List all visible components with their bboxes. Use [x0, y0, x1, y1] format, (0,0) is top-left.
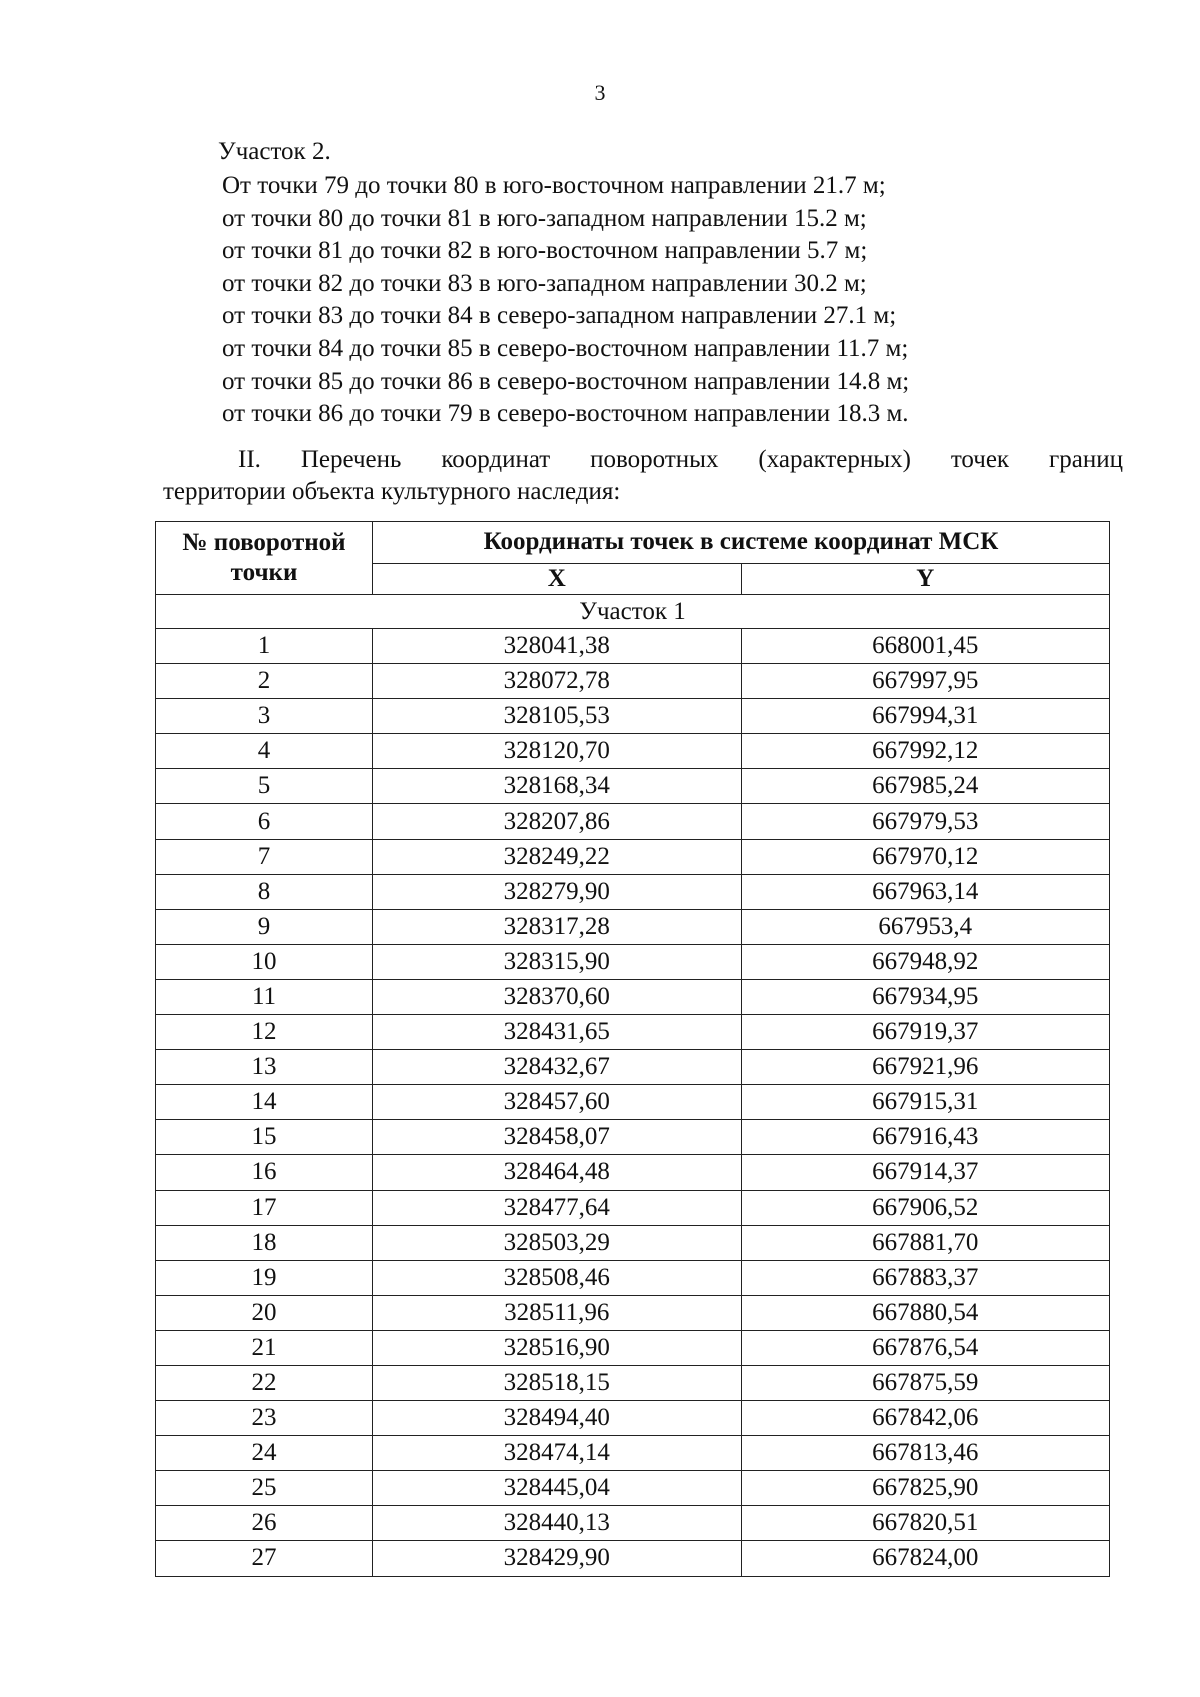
table-row [156, 1120, 1110, 1155]
point-number-cell: 24 [156, 1436, 373, 1471]
coordinates-table [155, 521, 1110, 1577]
y-coordinate-cell: 667820,51 [741, 1506, 1110, 1541]
table-row [156, 909, 1110, 944]
header-x: X [373, 563, 742, 594]
point-number-cell: 11 [156, 979, 373, 1014]
point-number-cell: 26 [156, 1506, 373, 1541]
x-coordinate-cell: 328516,90 [373, 1330, 742, 1365]
x-coordinate-cell: 328494,40 [373, 1401, 742, 1436]
x-coordinate-cell: 328168,34 [373, 769, 742, 804]
x-coordinate-cell: 328105,53 [373, 699, 742, 734]
route-line: от точки 83 до точки 84 в северо-западном направлении 27.1 м; [222, 302, 897, 330]
x-coordinate-cell: 328440,13 [373, 1506, 742, 1541]
x-coordinate-cell: 328249,22 [373, 839, 742, 874]
x-coordinate-cell: 328072,78 [373, 664, 742, 699]
route-line: от точки 86 до точки 79 в северо-восточном направлении 18.3 м. [222, 400, 909, 428]
intro-line: территории объекта культурного наследия: [163, 478, 621, 505]
header-coordinates: Координаты точек в системе координат МСК [373, 522, 1110, 564]
y-coordinate-cell: 667875,59 [741, 1365, 1110, 1400]
x-coordinate-cell: 328317,28 [373, 909, 742, 944]
y-coordinate-cell: 667880,54 [741, 1295, 1110, 1330]
table-row [156, 1401, 1110, 1436]
y-coordinate-cell: 667842,06 [741, 1401, 1110, 1436]
point-number-cell: 20 [156, 1295, 373, 1330]
point-number-cell: 7 [156, 839, 373, 874]
y-coordinate-cell: 667813,46 [741, 1436, 1110, 1471]
x-coordinate-cell: 328207,86 [373, 804, 742, 839]
y-coordinate-cell: 667953,4 [741, 909, 1110, 944]
table-row [156, 1155, 1110, 1190]
table-row [156, 1295, 1110, 1330]
y-coordinate-cell: 667948,92 [741, 944, 1110, 979]
table-row [156, 769, 1110, 804]
point-number-cell: 2 [156, 664, 373, 699]
table-row [156, 804, 1110, 839]
x-coordinate-cell: 328315,90 [373, 944, 742, 979]
x-coordinate-cell: 328518,15 [373, 1365, 742, 1400]
point-number-cell: 8 [156, 874, 373, 909]
table-row [156, 1541, 1110, 1576]
y-coordinate-cell: 667876,54 [741, 1330, 1110, 1365]
section-title: Участок 2. [218, 138, 331, 165]
table-row [156, 979, 1110, 1014]
point-number-cell: 1 [156, 629, 373, 664]
x-coordinate-cell: 328503,29 [373, 1225, 742, 1260]
x-coordinate-cell: 328431,65 [373, 1015, 742, 1050]
x-coordinate-cell: 328432,67 [373, 1050, 742, 1085]
route-line: от точки 84 до точки 85 в северо-восточном направлении 11.7 м; [222, 334, 909, 362]
table-row [156, 1506, 1110, 1541]
route-description [222, 170, 909, 431]
y-coordinate-cell: 667916,43 [741, 1120, 1110, 1155]
x-coordinate-cell: 328474,14 [373, 1436, 742, 1471]
point-number-cell: 3 [156, 699, 373, 734]
point-number-cell: 21 [156, 1330, 373, 1365]
y-coordinate-cell: 667824,00 [741, 1541, 1110, 1576]
point-number-cell: 6 [156, 804, 373, 839]
point-number-cell: 18 [156, 1225, 373, 1260]
table-row [156, 1471, 1110, 1506]
table-row [156, 1190, 1110, 1225]
y-coordinate-cell: 667934,95 [741, 979, 1110, 1014]
table-row [156, 699, 1110, 734]
route-line: от точки 85 до точки 86 в северо-восточном направлении 14.8 м; [222, 367, 910, 395]
table-row [156, 874, 1110, 909]
point-number-cell: 14 [156, 1085, 373, 1120]
point-number-cell: 19 [156, 1260, 373, 1295]
point-number-cell: 15 [156, 1120, 373, 1155]
point-number-cell: 12 [156, 1015, 373, 1050]
x-coordinate-cell: 328457,60 [373, 1085, 742, 1120]
point-number-cell: 9 [156, 909, 373, 944]
x-coordinate-cell: 328279,90 [373, 874, 742, 909]
y-coordinate-cell: 667921,96 [741, 1050, 1110, 1085]
x-coordinate-cell: 328041,38 [373, 629, 742, 664]
y-coordinate-cell: 667919,37 [741, 1015, 1110, 1050]
point-number-cell: 25 [156, 1471, 373, 1506]
y-coordinate-cell: 667883,37 [741, 1260, 1110, 1295]
point-number-cell: 27 [156, 1541, 373, 1576]
table-row [156, 1260, 1110, 1295]
table-row [156, 944, 1110, 979]
x-coordinate-cell: 328445,04 [373, 1471, 742, 1506]
table-row [156, 664, 1110, 699]
header-y: Y [741, 563, 1110, 594]
table-row [156, 1085, 1110, 1120]
table-row [156, 839, 1110, 874]
table-row [156, 734, 1110, 769]
y-coordinate-cell: 667970,12 [741, 839, 1110, 874]
y-coordinate-cell: 667825,90 [741, 1471, 1110, 1506]
y-coordinate-cell: 667992,12 [741, 734, 1110, 769]
x-coordinate-cell: 328120,70 [373, 734, 742, 769]
route-line: от точки 80 до точки 81 в юго-западном направлении 15.2 м; [222, 204, 867, 232]
y-coordinate-cell: 667963,14 [741, 874, 1110, 909]
point-number-cell: 22 [156, 1365, 373, 1400]
table-row [156, 1050, 1110, 1085]
y-coordinate-cell: 668001,45 [741, 629, 1110, 664]
x-coordinate-cell: 328458,07 [373, 1120, 742, 1155]
y-coordinate-cell: 667914,37 [741, 1155, 1110, 1190]
table-row [156, 1365, 1110, 1400]
route-line: от точки 82 до точки 83 в юго-западном направлении 30.2 м; [222, 269, 867, 297]
x-coordinate-cell: 328477,64 [373, 1190, 742, 1225]
x-coordinate-cell: 328370,60 [373, 979, 742, 1014]
point-number-cell: 10 [156, 944, 373, 979]
y-coordinate-cell: 667906,52 [741, 1190, 1110, 1225]
intro-line: II. Перечень координат поворотных (характерных) точек границ [238, 446, 1123, 473]
point-number-cell: 13 [156, 1050, 373, 1085]
table-row [156, 1015, 1110, 1050]
table-row [156, 1330, 1110, 1365]
page-number: 3 [594, 80, 606, 105]
point-number-cell: 17 [156, 1190, 373, 1225]
y-coordinate-cell: 667915,31 [741, 1085, 1110, 1120]
y-coordinate-cell: 667979,53 [741, 804, 1110, 839]
route-line: от точки 81 до точки 82 в юго-восточном направлении 5.7 м; [222, 237, 868, 265]
y-coordinate-cell: 667881,70 [741, 1225, 1110, 1260]
header-point-number: № поворотной точки [156, 522, 373, 595]
y-coordinate-cell: 667994,31 [741, 699, 1110, 734]
point-number-cell: 23 [156, 1401, 373, 1436]
point-number-cell: 16 [156, 1155, 373, 1190]
x-coordinate-cell: 328511,96 [373, 1295, 742, 1330]
part-label: Участок 1 [156, 595, 1110, 629]
coordinates-intro [163, 444, 1123, 508]
table-row [156, 1225, 1110, 1260]
route-line: От точки 79 до точки 80 в юго-восточном направлении 21.7 м; [222, 172, 886, 199]
x-coordinate-cell: 328429,90 [373, 1541, 742, 1576]
table-row [156, 629, 1110, 664]
y-coordinate-cell: 667985,24 [741, 769, 1110, 804]
x-coordinate-cell: 328508,46 [373, 1260, 742, 1295]
table-row [156, 1436, 1110, 1471]
point-number-cell: 4 [156, 734, 373, 769]
x-coordinate-cell: 328464,48 [373, 1155, 742, 1190]
point-number-cell: 5 [156, 769, 373, 804]
y-coordinate-cell: 667997,95 [741, 664, 1110, 699]
